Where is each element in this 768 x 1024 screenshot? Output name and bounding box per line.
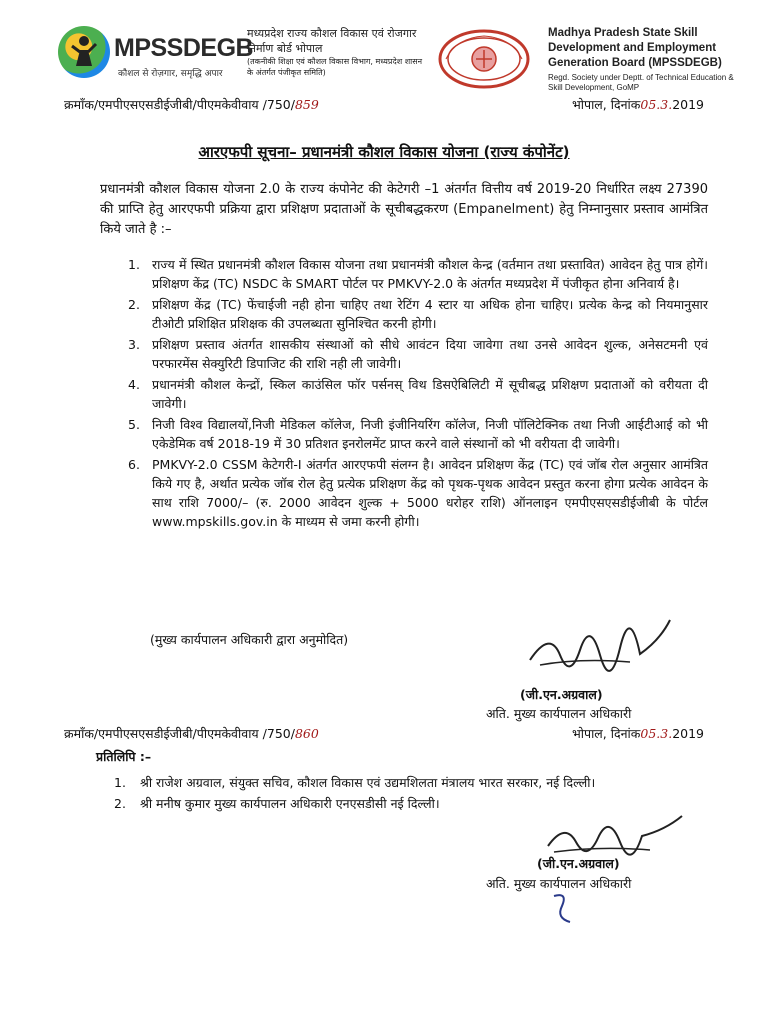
logo-tagline: कौशल से रोज़गार, समृद्धि अपार xyxy=(118,69,223,79)
initial-mark-icon xyxy=(548,890,578,928)
reference-date-copy-handwritten: 05.3. xyxy=(640,726,673,741)
person-icon xyxy=(70,34,98,68)
notice-title: आरएफपी सूचना– प्रधानमंत्री कौशल विकास योजना (राज्य कंपोनेंट) xyxy=(198,143,570,161)
intro-paragraph: प्रधानमंत्री कौशल विकास योजना 2.0 के राज्य कंपोनेट की केटेगरी –1 अंतर्गत वित्तीय वर्ष 2019-20 निर्धारित लक्ष्य 27390 की प्राप्ति हेतु आरएफपी प्रक्रिया द्वारा प्रशिक्षण प्रदाताओं के सूचीबद्धकरण (Empanelment) हेतु निम्नानुसार प्रस्ताव आमंत्रित किये जाते है :– xyxy=(100,182,708,237)
org-name-hindi: मध्यप्रदेश राज्य कौशल विकास एवं रोजगार निर्माण बोर्ड भोपाल xyxy=(247,27,417,55)
copy-to-label: प्रतिलिपि :– xyxy=(96,749,152,764)
reference-line xyxy=(64,96,704,114)
list-item: 6. PMKVY-2.0 CSSM केटेगरी-I अंतर्गत आरएफपी संलग्न है। आवेदन प्रशिक्षण केंद्र (TC) एवं जॉब रोल अनुसार आमंत्रित किये गए है, अर्थात प्रत्येक जॉब रोल हेतु प्रत्येक प्रशिक्षण केंद्र को पृथक-पृथक आवेदन प्रस्तुत करना होगा प्रत्येक आवेदन के साथ राशि 7000/– (रु. 2000 आवेदन शुल्क + 5000 धरोहर राशि) ऑनलाइन एमपीएसएसडीईजीबी के पोर्टल www.mpskills.gov.in के माध्यम से जमा करनी होगी। xyxy=(128,457,708,529)
list-item: 2. श्री मनीष कुमार मुख्य कार्यपालन अधिकारी एनएसडीसी नई दिल्ली। xyxy=(114,796,440,811)
list-item: 3. प्रशिक्षण प्रस्ताव अंतर्गत शासकीय संस्थाओं को सीधे आवंटन दिया जावेगा तथा उनसे आवेदन शुल्क, अनेसटमनी एवं परफारमेंस सेक्युरिटी डिपाजिट की राशि नही ली जावेगी। xyxy=(128,337,708,371)
org-sub-english: Regd. Society under Deptt. of Technical Education & Skill Development, GoMP xyxy=(548,73,734,92)
mpssdegb-logo xyxy=(58,24,254,84)
org-name-english: Madhya Pradesh State Skill Development and Employment Generation Board (MPSSDEGB) xyxy=(548,27,722,69)
list-item: 5. निजी विश्व विद्यालयों,निजी मेडिकल कॉलेज, निजी इंजीनियरिंग कॉलेज, निजी पॉलिटेक्निक तथा निजी आईटीआई को भी एकेडेमिक वर्ष 2018-19 में 30 प्रतिशत इनरोलमेंट प्राप्त करने वाले संस्थानों को भी वरीयता दी जावेगी। xyxy=(128,417,708,451)
list-item: 4. प्रधानमंत्री कौशल केन्द्रों, स्किल काउंसिल फॉर पर्सनस् विथ डिसऐबिलिटी में सूचीबद्ध प्रशिक्षण प्रदाताओं को वरीयता दी जावेगी। xyxy=(128,377,708,411)
reference-number-copy-handwritten: 860 xyxy=(294,726,319,741)
signature-icon xyxy=(540,810,690,860)
list-item: 2. प्रशिक्षण केंद्र (TC) फेंचाईजी नही होना चाहिए तथा रेटिंग 4 स्टार या अधिक होना चाहिए। प्रत्येक केन्द्र को नियमानुसार टीओटी प्रशिक्षित प्रशिक्षक की उपलब्धता सुनिश्चित करनी होगी। xyxy=(128,297,708,331)
reference-date-handwritten: 05.3. xyxy=(640,97,673,112)
reference-date: भोपाल, दिनांक05.3.2019 xyxy=(571,97,704,112)
list-item: 1. राज्य में स्थित प्रधानमंत्री कौशल विकास योजना तथा प्रधानमंत्री कौशल केन्द्र (वर्तमान तथा प्रस्तावित) आवेदन हेतु पात्र होगें। प्रशिक्षण केंद्र (TC) NSDC के SMART पोर्टल पर PMKVY-2.0 के अंतर्गत मध्यप्रदेश में पंजीकृत होना अनिवार्य है। xyxy=(128,257,708,291)
signatory-designation-copy: अति. मुख्य कार्यपालन अधिकारी xyxy=(486,876,632,891)
signature-icon xyxy=(520,610,680,680)
conditions-list xyxy=(128,255,708,533)
letterhead-hindi xyxy=(247,26,425,78)
logo-text: MPSSDEGB xyxy=(114,34,254,62)
approval-note: (मुख्य कार्यपालन अधिकारी द्वारा अनुमोदित) xyxy=(150,632,349,647)
signatory-designation: अति. मुख्य कार्यपालन अधिकारी xyxy=(486,706,632,721)
reference-number-handwritten: 859 xyxy=(294,97,319,112)
signatory-name-copy: (जी.एन.अग्रवाल) xyxy=(537,856,620,871)
list-item: 1. श्री राजेश अग्रवाल, संयुक्त सचिव, कौशल विकास एवं उद्यमशिलता मंत्रालय भारत सरकार, नई दिल्ली। xyxy=(114,775,596,790)
signatory-name: (जी.एन.अग्रवाल) xyxy=(520,687,603,702)
org-sub-hindi: (तकनीकी शिक्षा एवं कौशल विकास विभाग, मध्यप्रदेश शासन के अंतर्गत पंजीकृत समिति) xyxy=(247,57,423,77)
mp-government-seal-icon xyxy=(436,28,532,90)
reference-number: क्रमाँक/एमपीएसएसडीईजीबी/पीएमकेवीवाय /750/859 xyxy=(64,97,319,112)
reference-line-copy xyxy=(64,725,704,743)
reference-number-copy: क्रमाँक/एमपीएसएसडीईजीबी/पीएमकेवीवाय /750/860 xyxy=(64,726,319,741)
reference-date-copy: भोपाल, दिनांक05.3.2019 xyxy=(571,726,704,741)
letterhead-english xyxy=(548,26,748,93)
